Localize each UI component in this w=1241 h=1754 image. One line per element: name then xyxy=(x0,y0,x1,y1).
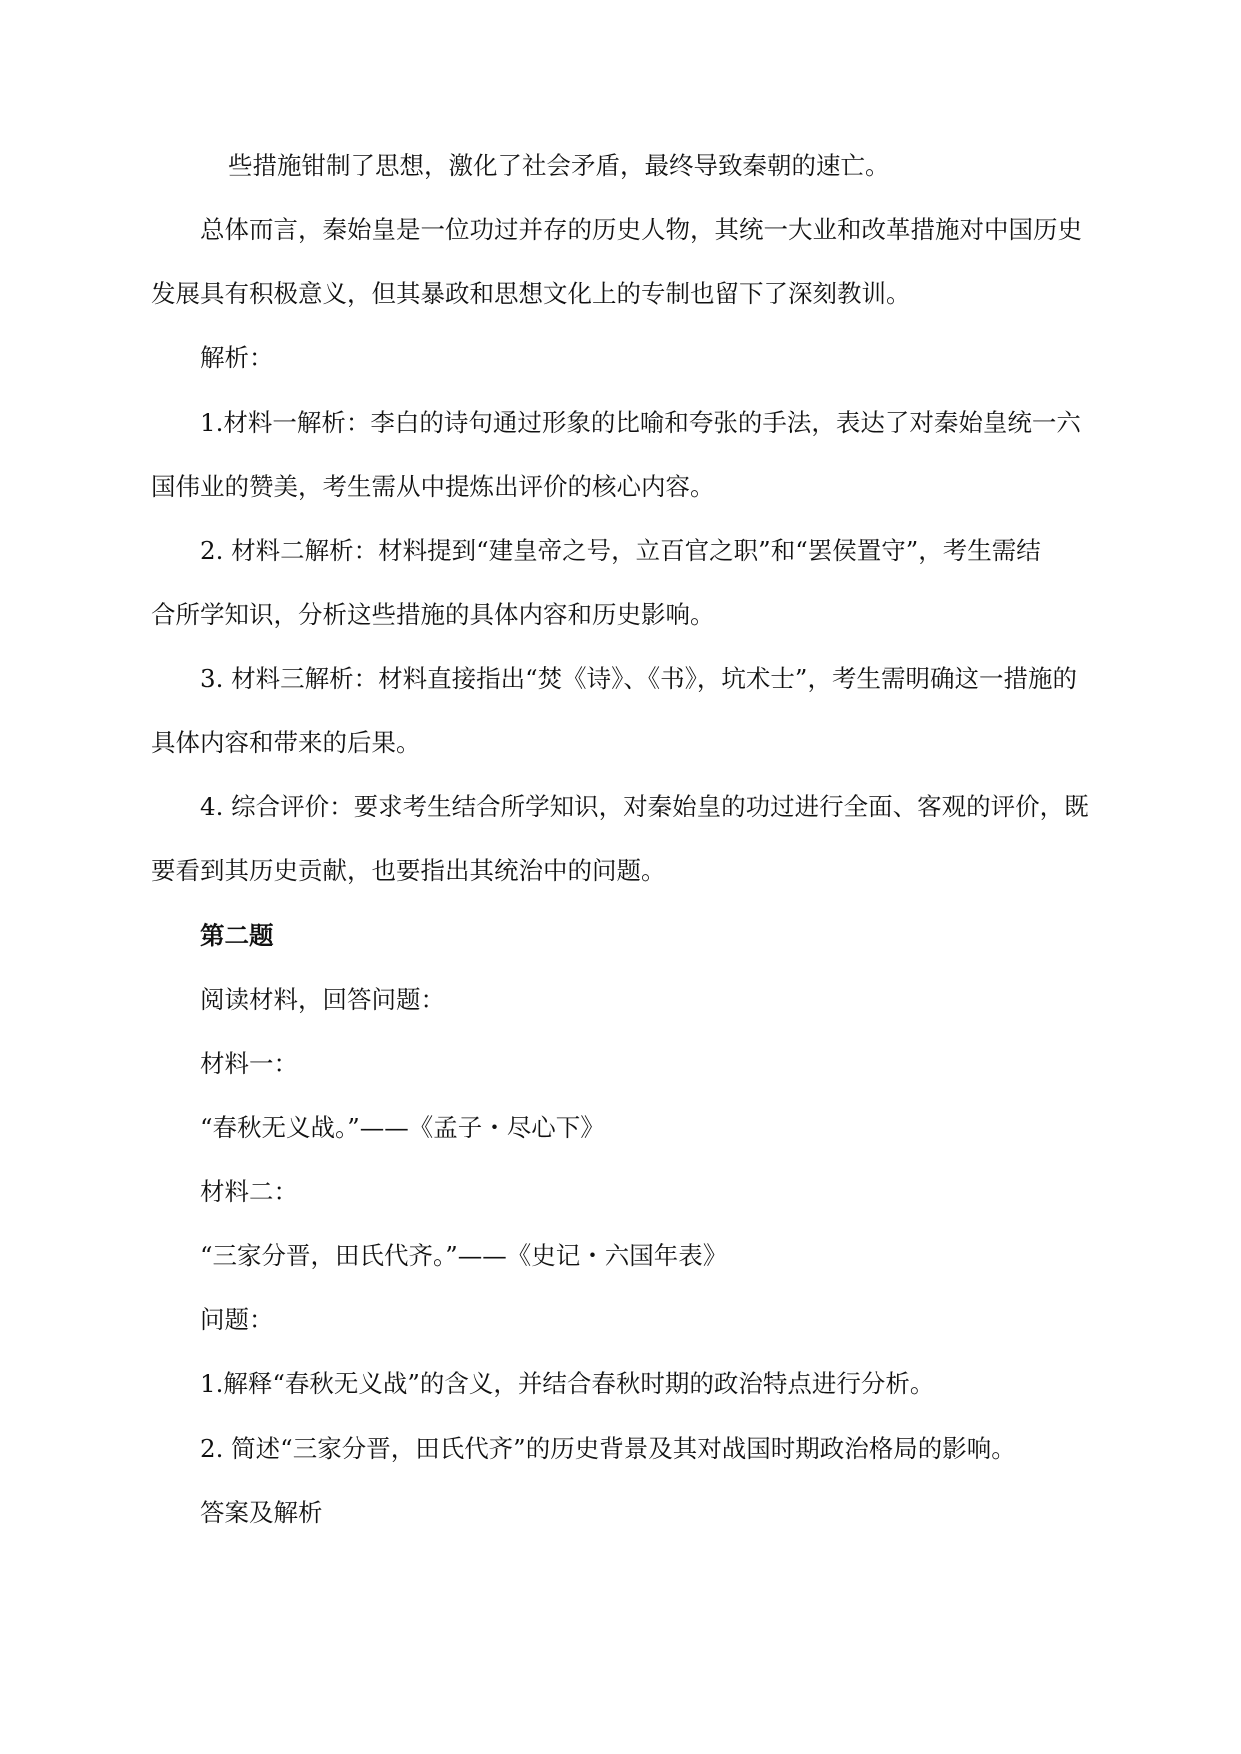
paragraph-line: 国伟业的赞美，考生需从中提炼出评价的核心内容。 xyxy=(151,472,715,501)
question-heading: 第二题 xyxy=(200,921,274,950)
material-label: 材料二： xyxy=(200,1177,298,1206)
paragraph-line: 具体内容和带来的后果。 xyxy=(151,728,421,757)
paragraph-line: 合所学知识，分析这些措施的具体内容和历史影响。 xyxy=(151,600,715,629)
question-item: 1.解释“春秋无义战”的含义，并结合春秋时期的政治特点进行分析。 xyxy=(200,1369,935,1398)
analysis-item: 1.材料一解析：李白的诗句通过形象的比喻和夸张的手法，表达了对秦始皇统一六 xyxy=(200,408,1081,437)
analysis-item: 2. 材料二解析：材料提到“建皇帝之号，立百官之职”和“罢侯置守”，考生需结 xyxy=(200,536,1041,565)
section-label: 解析： xyxy=(200,343,274,372)
analysis-item: 4. 综合评价：要求考生结合所学知识，对秦始皇的功过进行全面、客观的评价，既 xyxy=(200,792,1089,821)
quote-line: “春秋无义战。”——《孟子・尽心下》 xyxy=(200,1113,605,1142)
section-label: 问题： xyxy=(200,1305,274,1334)
section-label: 答案及解析 xyxy=(200,1498,323,1527)
quote-line: “三家分晋，田氏代齐。”——《史记・六国年表》 xyxy=(200,1241,728,1270)
question-item: 2. 简述“三家分晋，田氏代齐”的历史背景及其对战国时期政治格局的影响。 xyxy=(200,1434,1016,1463)
paragraph-line: 总体而言，秦始皇是一位功过并存的历史人物，其统一大业和改革措施对中国历史 xyxy=(200,215,1082,244)
material-label: 材料一： xyxy=(200,1049,298,1078)
instruction-line: 阅读材料，回答问题： xyxy=(200,985,445,1014)
paragraph-line: 些措施钳制了思想，激化了社会矛盾，最终导致秦朝的速亡。 xyxy=(228,151,890,180)
paragraph-line: 要看到其历史贡献，也要指出其统治中的问题。 xyxy=(151,856,666,885)
paragraph-line: 发展具有积极意义，但其暴政和思想文化上的专制也留下了深刻教训。 xyxy=(151,279,911,308)
analysis-item: 3. 材料三解析：材料直接指出“焚《诗》、《书》，坑术士”，考生需明确这一措施的 xyxy=(200,664,1077,693)
